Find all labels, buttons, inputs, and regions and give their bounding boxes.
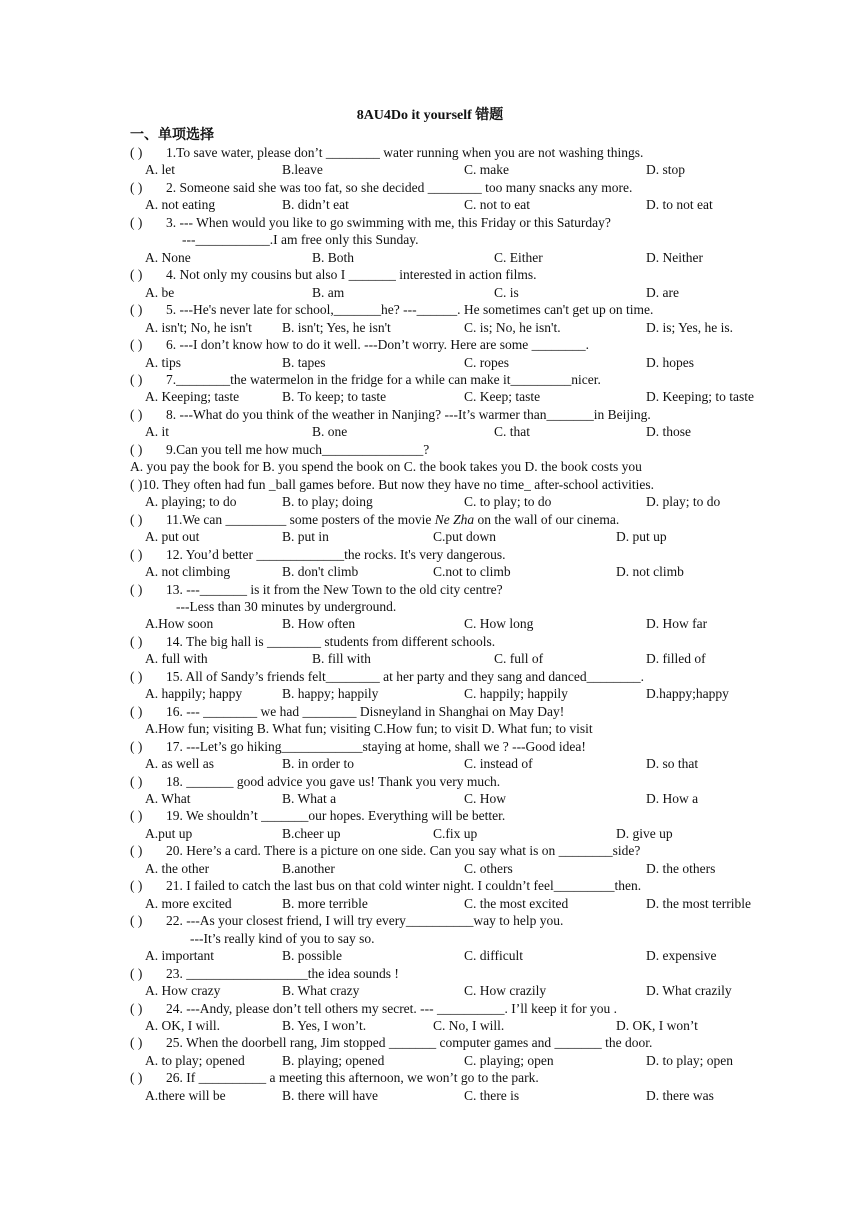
answer-bracket: ( ) [130,511,143,527]
option-a: A. Keeping; taste [145,389,240,405]
question-text: 7.________the watermelon in the fridge for a while can make it_________nicer. [166,371,601,387]
option-a: A. it [145,424,170,440]
answer-bracket: ( ) [130,302,143,318]
options-row [0,982,860,999]
answer-bracket: ( ) [130,808,143,824]
question-text: 24. ---Andy, please don’t tell others my secret. --- __________. I’ll keep it for you . [166,1000,618,1016]
option-d: D. play; to do [646,494,721,510]
answer-bracket: ( ) [130,703,143,719]
options-row [0,685,860,702]
answer-bracket: ( ) [130,913,143,929]
question-stem [0,581,860,598]
question-stem [0,912,860,929]
question-text: ( )10. They often had fun _ball games before. But now they have no time_ after-school activities. [130,476,654,492]
question-text: 16. --- ________ we had ________ Disneyland in Shanghai on May Day! [166,703,565,719]
options-row [0,388,860,405]
option-b: B. fill with [312,651,371,667]
option-b: B. don't climb [282,564,359,580]
option-c: C. not to eat [464,197,530,213]
question-stem [0,842,860,859]
option-b: B. didn’t eat [282,197,349,213]
option-c: C. How [464,791,507,807]
option-a: A. not eating [145,197,216,213]
options-row [0,354,860,371]
option-d: D. hopes [646,354,694,370]
answer-bracket: ( ) [130,965,143,981]
options-row [0,458,860,475]
options-row [0,895,860,912]
option-d: D. those [646,424,691,440]
option-d: D. not climb [616,564,684,580]
option-b: B. To keep; to taste [282,389,387,405]
question-stem [0,336,860,353]
question-stem [0,1069,860,1086]
question-text: 18. _______ good advice you gave us! Thank you very much. [166,773,501,789]
option-b: B. to play; doing [282,494,373,510]
answer-bracket: ( ) [130,773,143,789]
option-b: B. What a [282,791,337,807]
answer-bracket: ( ) [130,1035,143,1051]
option-d: D. How a [646,791,699,807]
option-b: B. one [312,424,348,440]
option-d: D. put up [616,529,667,545]
question-stem [0,1034,860,1051]
answer-bracket: ( ) [130,546,143,562]
options-row [0,319,860,336]
option-d: D. the most terrible [646,895,751,911]
option-d: D. OK, I won’t [616,1018,698,1033]
option-b: B. there will have [282,1087,378,1103]
option-a: A. full with [145,651,208,667]
answer-bracket: ( ) [130,267,143,283]
option-b: B. more terrible [282,895,368,911]
option-c: C. happily; happily [464,686,568,702]
option-b: B.cheer up [282,825,341,841]
question-text: 8. ---What do you think of the weather in Nanjing? ---It’s warmer than_______in Beijing. [166,406,651,422]
options-row [0,720,860,737]
option-d: D. stop [646,162,686,178]
option-d: D. How far [646,616,708,632]
option-b: B. isn't; Yes, he isn't [282,319,391,335]
option-d: D. Neither [646,249,703,265]
question-text: 13. ---_______ is it from the New Town to the old city centre? [166,581,503,597]
question-text: 11.We can _________ some posters of the movie Ne Zha on the wall of our cinema. [166,511,620,527]
option-c: C. Either [494,249,543,265]
question-text: 3. --- When would you like to go swimming with me, this Friday or this Saturday? [166,214,611,230]
option-c: C.fix up [433,825,478,841]
option-c: C.put down [433,529,497,545]
answer-bracket: ( ) [130,668,143,684]
option-a: A. important [145,948,214,964]
question-text: 21. I failed to catch the last bus on that cold winter night. I couldn’t feel_________then. [166,878,642,894]
question-text: 25. When the doorbell rang, Jim stopped _______ computer games and _______ the door. [166,1035,653,1051]
question-text: 17. ---Let’s go hiking____________staying at home, shall we ? ---Good idea! [166,738,586,754]
option-d: D. expensive [646,948,717,964]
answer-bracket: ( ) [130,441,143,457]
answer-bracket: ( ) [130,843,143,859]
answer-bracket: ( ) [130,406,143,422]
question-sub-text: ---It’s really kind of you to say so. [190,930,375,946]
option-c: C. there is [464,1087,520,1103]
question-sub-text: ---Less than 30 minutes by underground. [176,598,397,614]
options-row [0,493,860,510]
option-c: C. ropes [464,354,509,370]
option-c: C. full of [494,651,544,667]
question-stem [0,738,860,755]
option-a: A. the other [145,860,210,876]
option-d: D. are [646,284,679,300]
option-a: A. put out [145,529,200,545]
option-c: C. Keep; taste [464,389,541,405]
option-b: B. playing; opened [282,1052,385,1068]
section-heading: 一、单项选择 [130,128,214,143]
options-row [0,196,860,213]
question-stem [0,877,860,894]
option-b: B. in order to [282,756,354,772]
question-text: 23. __________________the idea sounds ! [166,965,399,981]
question-sub-line [0,930,860,947]
options-text: A.How fun; visiting B. What fun; visiting C.How fun; to visit D. What fun; to visit [145,721,593,737]
option-a: A. tips [145,354,182,370]
answer-bracket: ( ) [130,878,143,894]
options-row [0,825,860,842]
option-d: D. give up [616,825,673,841]
option-a: A. isn't; No, he isn't [145,319,252,335]
question-sub-line [0,231,860,248]
option-c: C. No, I will. [433,1018,505,1033]
question-text: 4. Not only my cousins but also I _______ interested in action films. [166,267,537,283]
option-c: C. others [464,860,513,876]
question-stem [0,703,860,720]
answer-bracket: ( ) [130,214,143,230]
option-c: C. difficult [464,948,523,964]
answer-bracket: ( ) [130,738,143,754]
question-stem [0,266,860,283]
option-d: D. so that [646,756,699,772]
option-b: B.leave [282,162,323,178]
question-stem [0,965,860,982]
option-b: B.another [282,860,335,876]
options-row [0,615,860,632]
question-stem [0,773,860,790]
option-c: C. is; No, he isn't. [464,319,561,335]
question-text: 12. You’d better _____________the rocks. It's very dangerous. [166,546,506,562]
question-stem [0,476,860,493]
question-text: 26. If __________ a meeting this afternoon, we won’t go to the park. [166,1070,539,1086]
option-b: B. am [312,284,345,300]
page-title: 8AU4Do it yourself 错题 [356,108,504,123]
option-a: A. as well as [145,756,214,772]
option-a: A. be [145,284,175,300]
option-d: D.happy;happy [646,686,729,702]
option-d: D. Keeping; to taste [646,389,754,405]
answer-bracket: ( ) [130,633,143,649]
option-a: A. What [145,791,191,807]
options-row [0,249,860,266]
option-a: A. let [145,162,175,178]
question-stem [0,807,860,824]
question-stem [0,301,860,318]
option-b: B. put in [282,529,329,545]
options-row [0,755,860,772]
question-stem [0,406,860,423]
option-c: C. to play; to do [464,494,552,510]
option-a: A. happily; happy [145,686,243,702]
options-row [0,284,860,301]
option-c: C. the most excited [464,895,569,911]
option-d: D. filled of [646,651,706,667]
question-sub-text: ---___________.I am free only this Sunday. [182,232,419,248]
options-row [0,1052,860,1069]
options-row [0,790,860,807]
question-stem [0,144,860,161]
question-text: 2. Someone said she was too fat, so she decided ________ too many snacks any more. [166,179,633,195]
question-stem [0,511,860,528]
option-d: D. is; Yes, he is. [646,319,734,335]
answer-bracket: ( ) [130,1070,143,1086]
options-row [0,650,860,667]
question-sub-line [0,598,860,615]
option-c: C.not to climb [433,564,511,580]
question-text: 6. ---I don’t know how to do it well. ---Don’t worry. Here are some ________. [166,337,590,353]
option-c: C. make [464,162,509,178]
option-c: C. How crazily [464,983,547,999]
option-a: A. not climbing [145,564,231,580]
option-b: B. What crazy [282,983,360,999]
option-d: D. What crazily [646,983,732,999]
question-text: 22. ---As your closest friend, I will try every__________way to help you. [166,913,564,929]
answer-bracket: ( ) [130,337,143,353]
answer-bracket: ( ) [130,371,143,387]
options-row [0,423,860,440]
answer-bracket: ( ) [130,1000,143,1016]
question-text: 15. All of Sandy’s friends felt________ at her party and they sang and danced________. [166,668,645,684]
option-b: B. possible [282,948,343,964]
option-c: C. How long [464,616,534,632]
option-a: A. OK, I will. [145,1018,220,1033]
option-b: B. How often [282,616,356,632]
option-a: A.put up [145,825,193,841]
option-a: A. more excited [145,895,232,911]
question-stem [0,371,860,388]
question-stem [0,214,860,231]
question-text: 5. ---He's never late for school,_______he? ---______. He sometimes can't get up on time. [166,302,654,318]
question-stem [0,668,860,685]
options-row [0,860,860,877]
options-row [0,1017,860,1034]
option-b: B. Yes, I won’t. [282,1018,367,1033]
option-b: B. tapes [282,354,326,370]
option-a: A. to play; opened [145,1052,245,1068]
question-text: 19. We shouldn’t _______our hopes. Everything will be better. [166,808,506,824]
options-row [0,528,860,545]
answer-bracket: ( ) [130,179,143,195]
question-stem [0,179,860,196]
option-a: A. playing; to do [145,494,237,510]
option-d: D. there was [646,1087,714,1103]
question-text: 20. Here’s a card. There is a picture on one side. Can you say what is on ________side? [166,843,641,859]
option-d: D. to play; open [646,1052,733,1068]
option-a: A. None [145,249,191,265]
option-a: A.How soon [145,616,214,632]
options-row [0,947,860,964]
question-text: 1.To save water, please don’t ________ water running when you are not washing things. [166,145,644,160]
option-c: C. is [494,284,519,300]
question-stem [0,1000,860,1017]
options-row [0,563,860,580]
answer-bracket: ( ) [130,581,143,597]
question-text: 14. The big hall is ________ students from different schools. [166,633,496,649]
options-row [0,1087,860,1104]
question-stem [0,441,860,458]
option-a: A.there will be [145,1087,226,1103]
option-c: C. playing; open [464,1052,554,1068]
question-stem [0,633,860,650]
option-c: C. instead of [464,756,533,772]
option-d: D. to not eat [646,197,713,213]
option-b: B. happy; happily [282,686,379,702]
option-c: C. that [494,424,530,440]
option-b: B. Both [312,249,355,265]
options-row [0,161,860,178]
options-text: A. you pay the book for B. you spend the book on C. the book takes you D. the book costs you [130,459,642,475]
question-stem [0,546,860,563]
question-text: 9.Can you tell me how much_______________? [166,441,430,457]
option-d: D. the others [646,860,716,876]
option-a: A. How crazy [145,983,221,999]
answer-bracket: ( ) [130,145,143,160]
